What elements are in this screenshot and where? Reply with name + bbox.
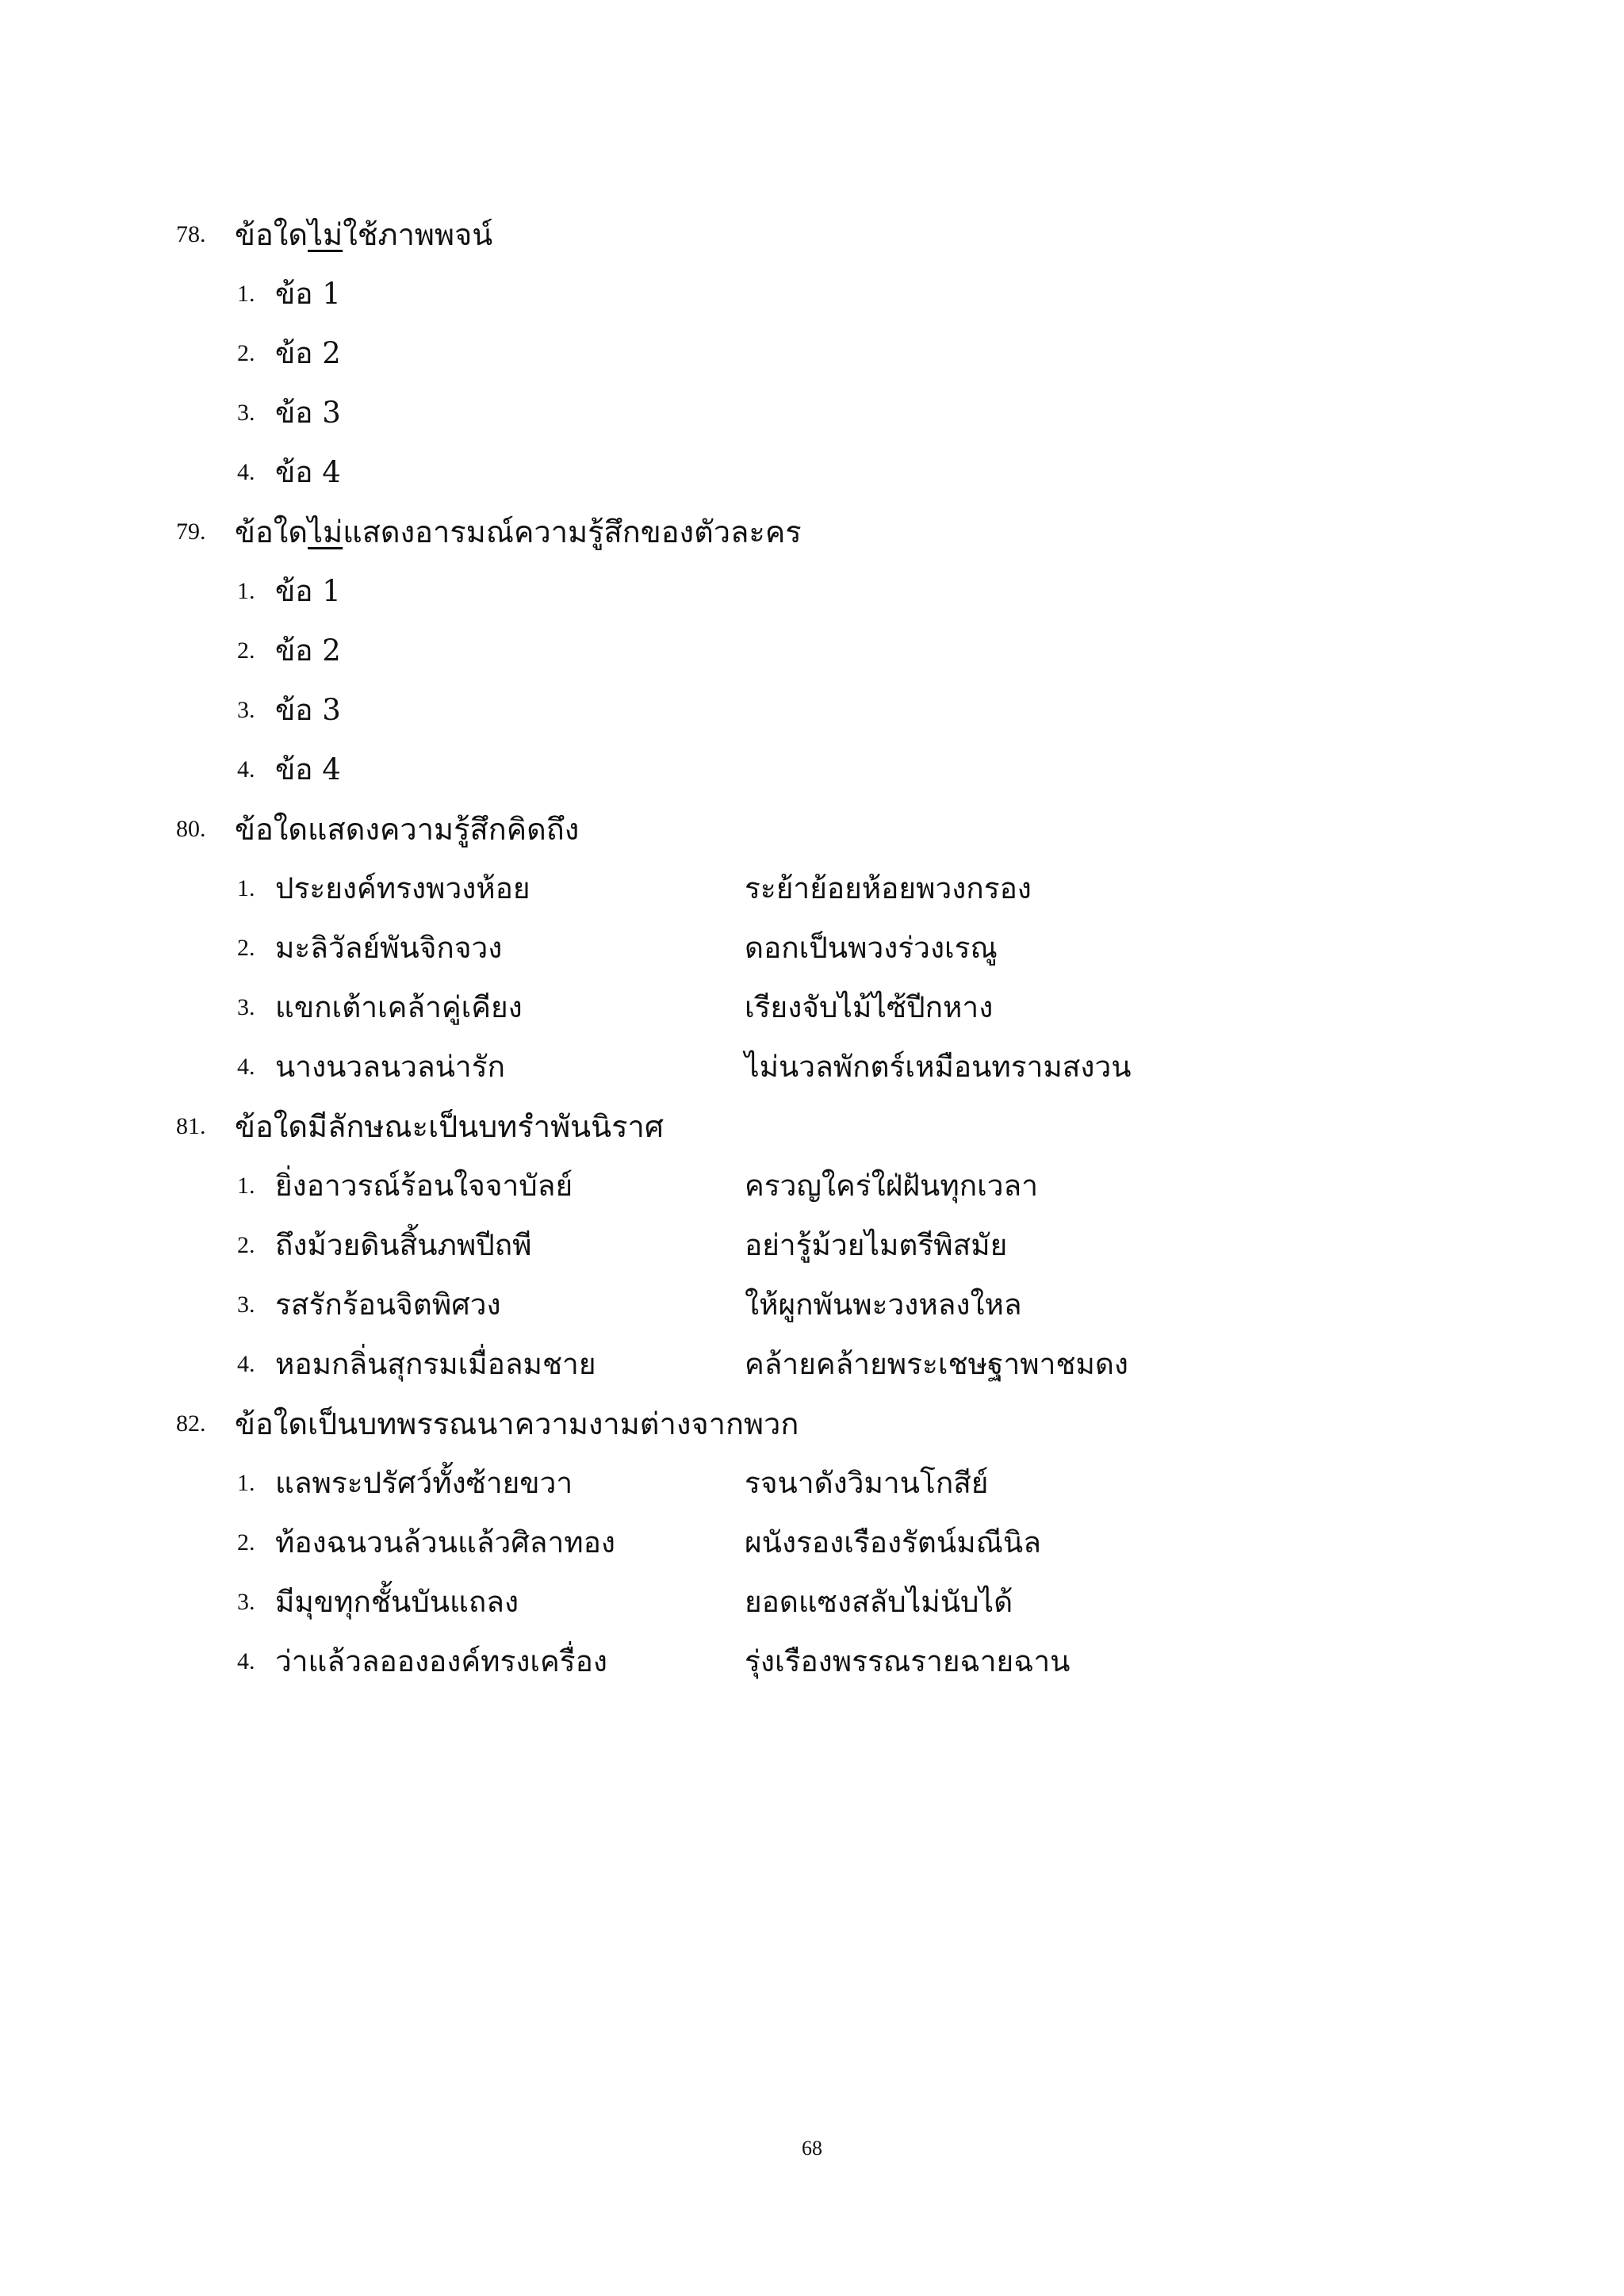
question-text: ข้อใดไม่ใช้ภาพพจน์ [235,217,493,252]
option-item: 1. ข้อ 1 [237,574,341,608]
question-81 [176,1096,1524,1394]
option-item: 2. ข้อ 2 [237,633,341,668]
option-item: 4. ข้อ 4 [237,752,341,786]
option-item: 3. ข้อ 3 [237,396,341,430]
option-item: 1. ยิ่งอาวรณ์ร้อนใจจาบัลย์ ครวญใคร่ใฝ่ฝันทุกเวลา [237,1169,1038,1203]
question-78 [176,205,1524,502]
question-heading [176,1096,1524,1156]
option-item: 3. แขกเต้าเคล้าคู่เคียง เรียงจับไม้ไซ้ปีกหาง [237,990,994,1024]
question-80 [176,799,1524,1096]
option-item: 1. ข้อ 1 [237,277,341,311]
option-item: 1. แลพระปรัศว์ทั้งซ้ายขวา รจนาดังวิมานโกสีย์ [237,1466,989,1500]
question-text: ข้อใดไม่แสดงอารมณ์ความรู้สึกของตัวละคร [235,515,802,549]
question-number: 78. [176,220,206,247]
option-item: 4. ว่าแล้วลอององค์ทรงเครื่อง รุ่งเรืองพรรณรายฉายฉาน [237,1644,1071,1678]
option-item: 4. ข้อ 4 [237,455,341,489]
question-number: 82. [176,1410,206,1437]
question-number: 80. [176,815,206,842]
option-item: 1. ประยงค์ทรงพวงห้อย ระย้าย้อยห้อยพวงกรอง [237,871,1032,905]
question-number: 81. [176,1112,206,1139]
question-79 [176,502,1524,799]
page-number: 68 [802,2137,822,2160]
option-item: 3. มีมุขทุกชั้นบันแถลง ยอดแซงสลับไม่นับได้ [237,1585,1013,1619]
option-item: 3. รสรักร้อนจิตพิศวง ให้ผูกพันพะวงหลงใหล [237,1288,1022,1322]
question-number: 79. [176,518,206,545]
option-item: 2. ท้องฉนวนล้วนแล้วศิลาทอง ผนังรองเรืองรัตน์มณีนิล [237,1525,1041,1559]
question-list [176,205,1524,1691]
emphasis-underline: ไม่ [308,515,343,549]
question-heading [176,799,1524,859]
option-item: 4. นางนวลนวลน่ารัก ไม่นวลพักตร์เหมือนทรามสงวน [237,1050,1132,1084]
question-text: ข้อใดมีลักษณะเป็นบทรำพันนิราศ [235,1109,664,1144]
option-item: 2. ถึงม้วยดินสิ้นภพปีถพี อย่ารู้ม้วยไมตรีพิสมัย [237,1228,1008,1262]
question-heading [176,1394,1524,1453]
option-item: 3. ข้อ 3 [237,693,341,727]
question-heading [176,205,1524,264]
question-text: ข้อใดแสดงความรู้สึกคิดถึง [235,812,580,847]
emphasis-underline: ไม่ [308,217,343,252]
option-item: 4. หอมกลิ่นสุกรมเมื่อลมชาย คล้ายคล้ายพระเชษฐาพาชมดง [237,1347,1128,1381]
question-82 [176,1394,1524,1691]
option-item: 2. มะลิวัลย์พันจิกจวง ดอกเป็นพวงร่วงเรณู [237,931,998,965]
option-item: 2. ข้อ 2 [237,336,341,370]
question-text: ข้อใดเป็นบทพรรณนาความงามต่างจากพวก [235,1406,799,1441]
question-heading [176,502,1524,561]
